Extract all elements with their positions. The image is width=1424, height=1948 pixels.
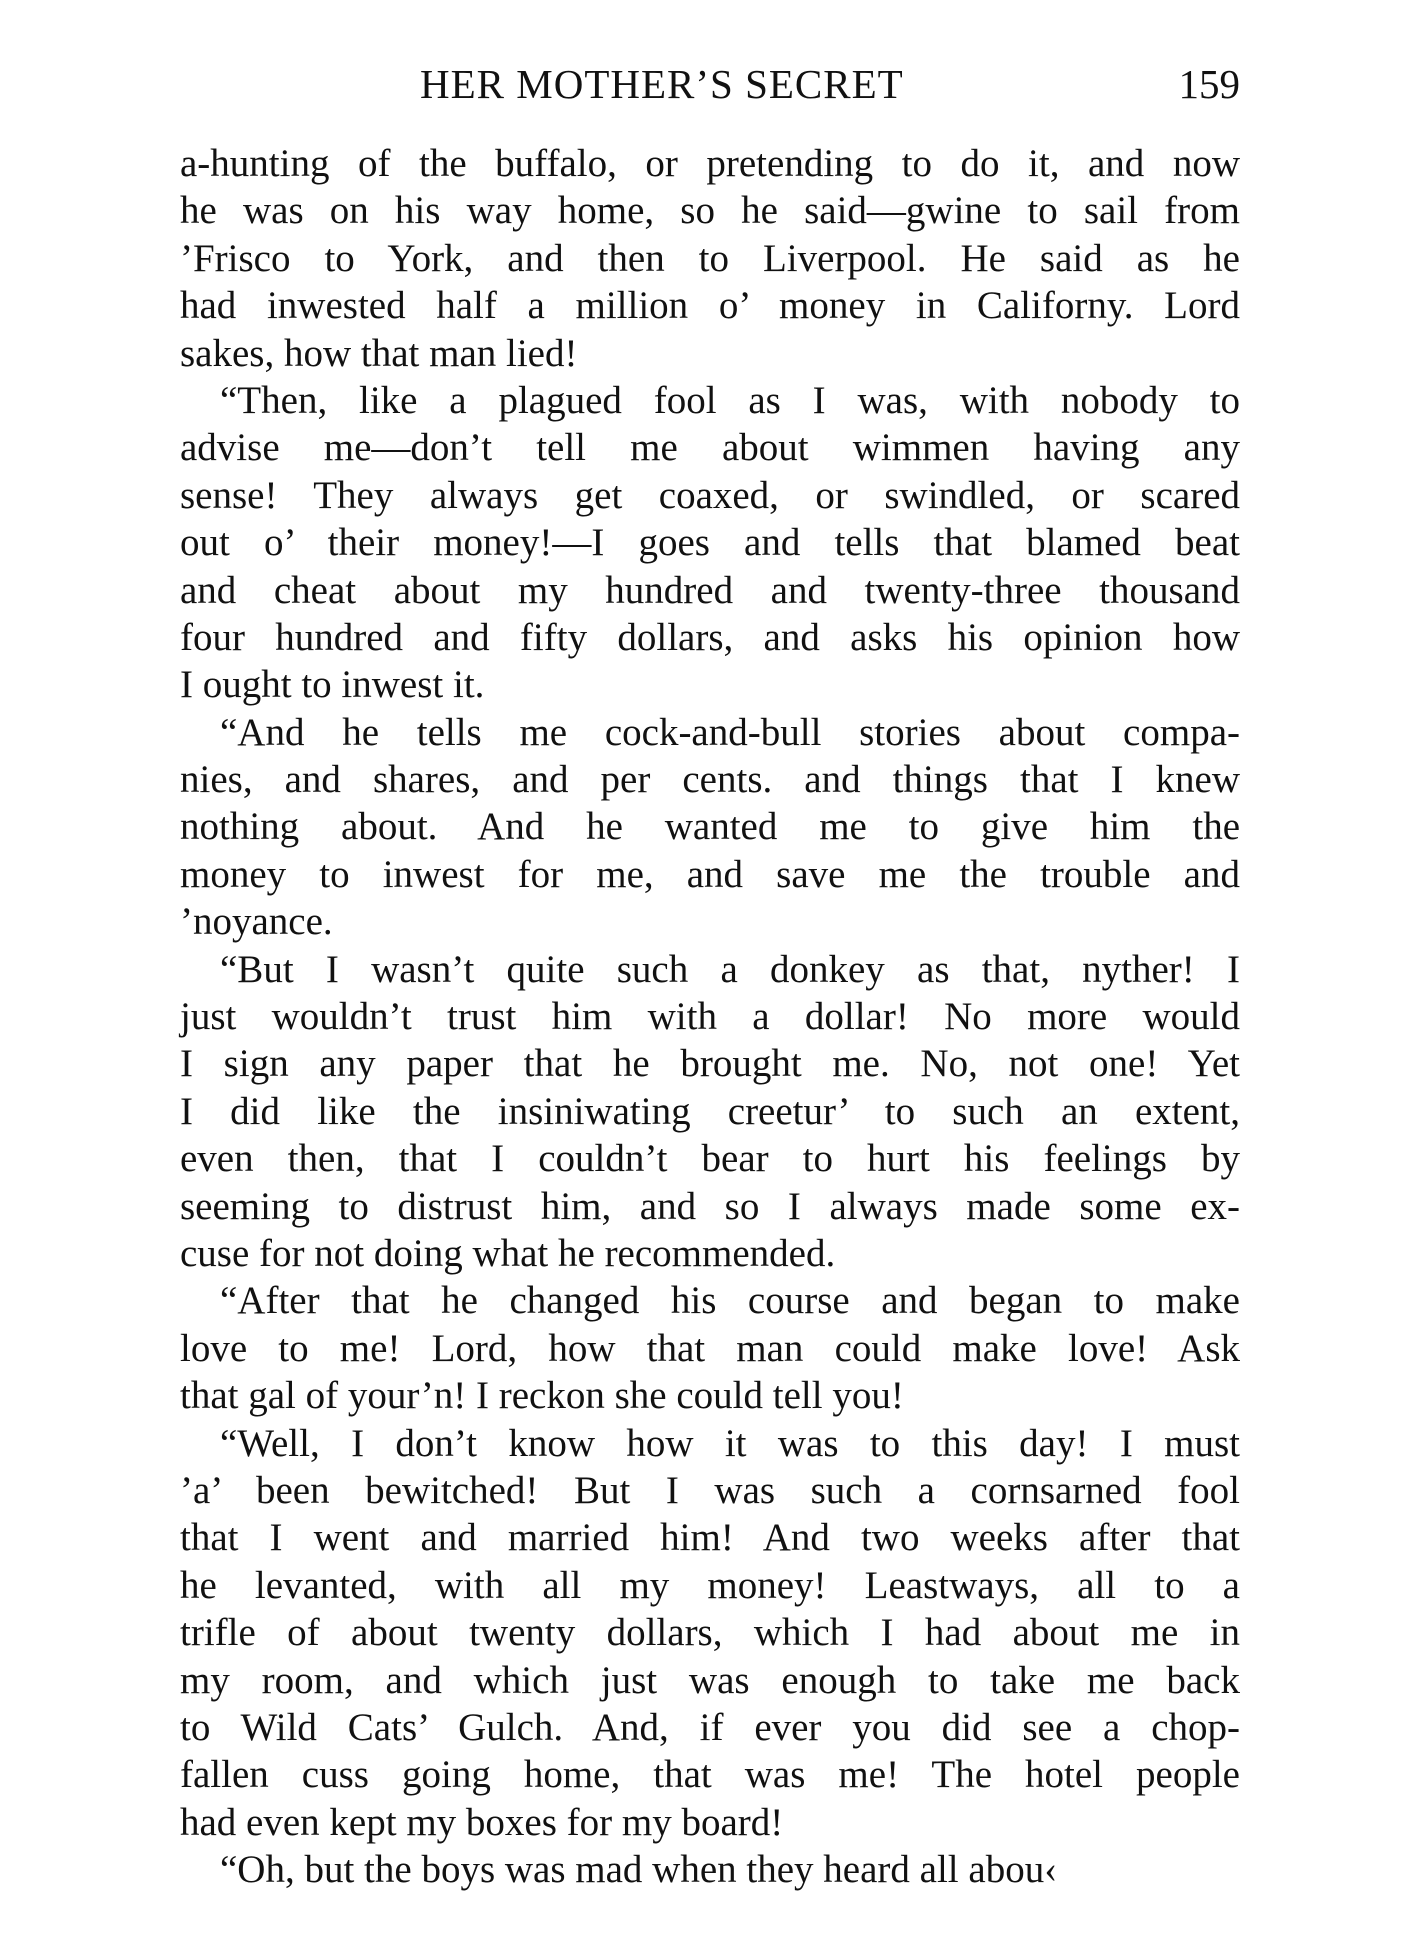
running-title: HER MOTHER’S SECRET xyxy=(420,61,904,107)
text-line: that gal of your’n! I reckon she could tell you! xyxy=(180,1374,904,1418)
text-line: he was on his way home, so he said—gwine to sail from xyxy=(180,189,1240,233)
text-line: a-hunting of the buffalo, or pretending to do it, and now xyxy=(180,142,1240,185)
text-line: I ought to inwest it. xyxy=(180,663,485,707)
body-text xyxy=(180,140,1240,1893)
text-line: ’Frisco to York, and then to Liverpool. He said as he xyxy=(180,236,1240,280)
text-line: advise me—don’t tell me about wimmen having any xyxy=(180,426,1240,470)
text-line: that I went and married him! And two weeks after that xyxy=(180,1516,1240,1560)
text-line: nies, and shares, and per cents. and things that I knew xyxy=(180,758,1240,802)
text-line: four hundred and fifty dollars, and asks his opinion how xyxy=(180,615,1240,659)
text-line: ’noyance. xyxy=(180,900,333,944)
text-line: just wouldn’t trust him with a dollar! No more would xyxy=(180,995,1240,1039)
text-line: cuse for not doing what he recommended. xyxy=(180,1231,836,1275)
running-head xyxy=(180,60,1240,120)
text-line: sakes, how that man lied! xyxy=(180,331,578,375)
text-line: “Then, like a plagued fool as I was, with nobody to xyxy=(220,378,1240,422)
text-line: even then, that I couldn’t bear to hurt his feelings by xyxy=(180,1137,1240,1181)
text-line: he levanted, with all my money! Leastways, all to a xyxy=(180,1563,1240,1607)
text-line: sense! They always get coaxed, or swindled, or scared xyxy=(180,473,1240,517)
text-line: seeming to distrust him, and so I always made some ex- xyxy=(180,1184,1240,1228)
text-line: fallen cuss going home, that was me! The hotel people xyxy=(180,1753,1240,1797)
text-line: “And he tells me cock-and-bull stories about compa- xyxy=(220,710,1240,754)
text-line: to Wild Cats’ Gulch. And, if ever you did see a chop- xyxy=(180,1705,1240,1749)
text-line: nothing about. And he wanted me to give him the xyxy=(180,805,1240,849)
text-line: trifle of about twenty dollars, which I had about me in xyxy=(180,1611,1240,1655)
text-line: “Oh, but the boys was mad when they heard all abou‹ xyxy=(220,1848,1058,1892)
text-line: love to me! Lord, how that man could make love! Ask xyxy=(180,1326,1240,1370)
text-line: I sign any paper that he brought me. No, not one! Yet xyxy=(180,1042,1240,1086)
text-line: and cheat about my hundred and twenty-three thousand xyxy=(180,568,1240,612)
text-line: “After that he changed his course and began to make xyxy=(220,1279,1240,1323)
page-number: 159 xyxy=(1178,61,1240,107)
text-line: had inwested half a million o’ money in Californy. Lord xyxy=(180,284,1240,328)
text-line: “Well, I don’t know how it was to this day! I must xyxy=(220,1421,1240,1465)
text-line: “But I wasn’t quite such a donkey as that, nyther! I xyxy=(220,947,1240,991)
text-line: out o’ their money!—I goes and tells that blamed beat xyxy=(180,521,1240,565)
text-line: money to inwest for me, and save me the trouble and xyxy=(180,852,1240,896)
text-line: ’a’ been bewitched! But I was such a cornsarned fool xyxy=(180,1468,1240,1512)
text-line: my room, and which just was enough to take me back xyxy=(180,1658,1240,1702)
text-line: had even kept my boxes for my board! xyxy=(180,1800,784,1844)
text-line: I did like the insiniwating creetur’ to such an extent, xyxy=(180,1089,1240,1133)
